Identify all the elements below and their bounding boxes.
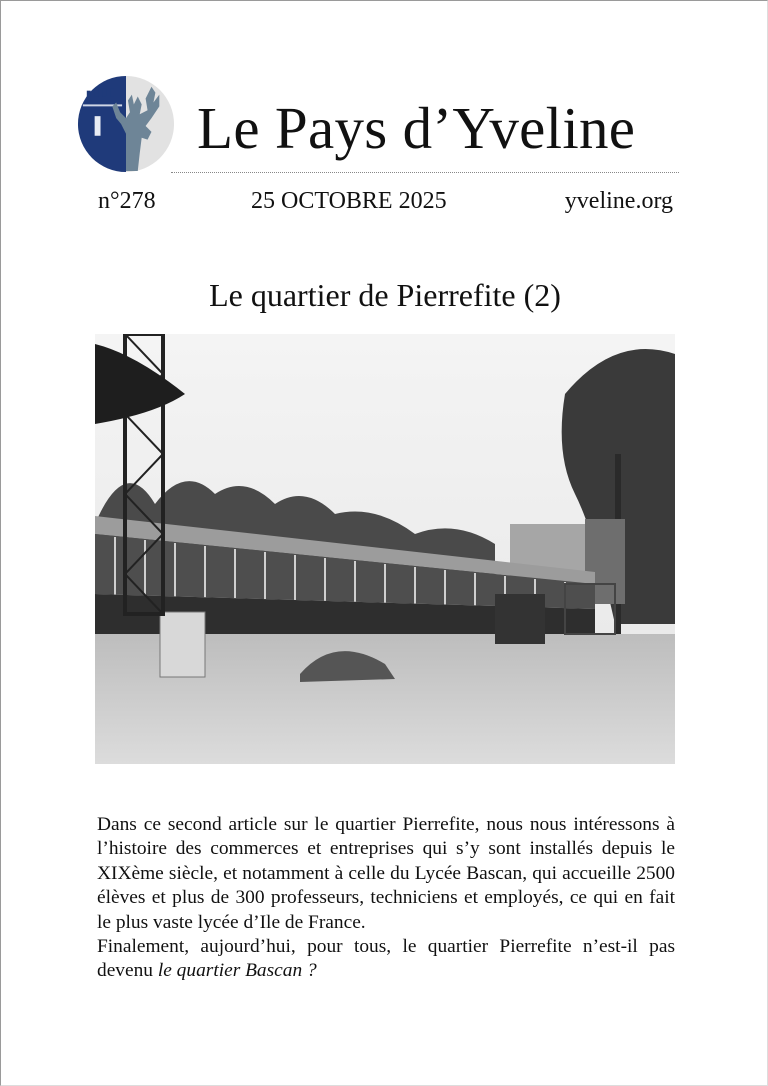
website-link[interactable]: yveline.org [564, 188, 673, 214]
paragraph-italic-text: le quartier Bascan ? [157, 960, 317, 982]
article-body [97, 813, 675, 984]
article-paragraph [97, 935, 675, 984]
issue-number: n°278 [98, 188, 156, 214]
issue-date: 25 OCTOBRE 2025 [251, 188, 447, 214]
article-photo [95, 334, 675, 764]
paragraph-text: Finalement, aujourd’hui, pour tous, le quartier Pierrefite n’est-il pas devenu [97, 936, 675, 982]
logo-emblem-icon [77, 75, 175, 173]
newsletter-title: Le Pays d’Yveline [197, 95, 636, 161]
article-paragraph: Dans ce second article sur le quartier Pierrefite, nous nous intéressons à l’histoire des commerces et entreprises qui s’y sont installés depuis le XIXème siècle, et notamment à celle du Lycée Bascan, qui accueille 2500 élèves et plus de 300 professeurs, techniciens et employés, ce qui en fait le plus vaste lycée d’Ile de France. [97, 814, 675, 933]
article-title: Le quartier de Pierrefite (2) [209, 277, 561, 313]
header-divider [171, 172, 679, 173]
